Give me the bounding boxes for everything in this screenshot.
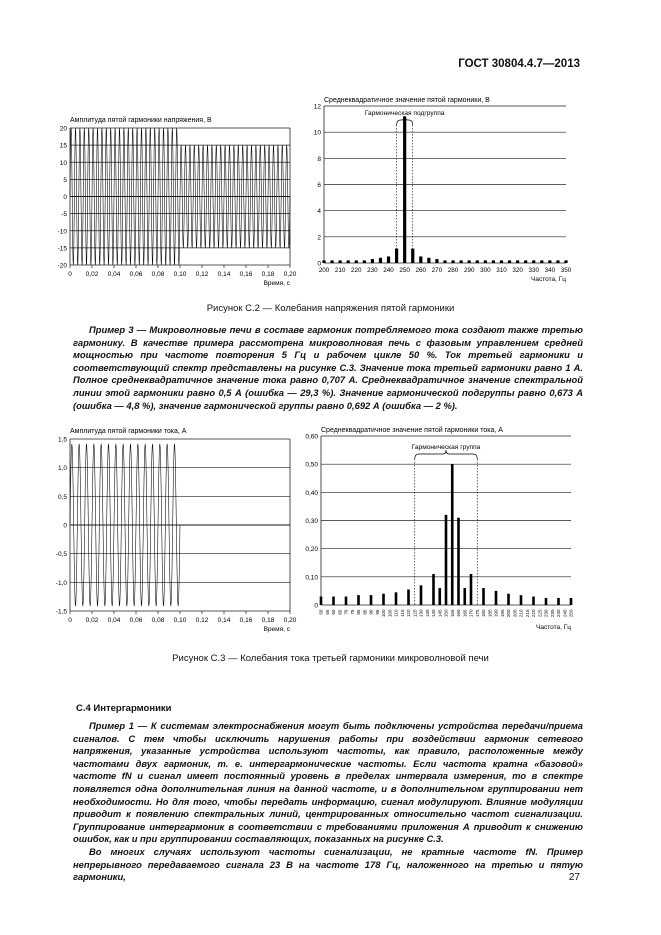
- paragraph-text: Пример 3 — Микроволновые печи в составе гармоник потребляемого тока создают также третью гармонику. В качестве примера рассмотрена микроволновая печь с фазовым управлением средней мощностью при частоте повторения 5 Гц и рабочем цикле 50 %. Ток третьей гармоники и соответствующий спектр представлены на рисунке С.3. Значение тока третьей гармоники равно 1 А. Полное среднеквадратичное значение тока равно 0,707 А. Среднеквадратичное значение спектральной линии этой гармоники равно 0,5 А (ошибка — 29,3 %). Значение гармонической подгруппы равно 0,673 А (ошибка — 4,8 %), значение гармонической группы равно 0,692 А (ошибка — 2 %).: [73, 324, 583, 411]
- x-tick-label: 0,06: [129, 271, 143, 278]
- chart-title: Среднеквадратичное значение пятой гармоники, В: [324, 97, 490, 104]
- x-tick-label: 260: [415, 267, 427, 274]
- y-tick-label: 4: [317, 208, 321, 216]
- spectrum-bar: [508, 260, 511, 263]
- page-number: 27: [568, 872, 580, 883]
- spectrum-bar: [345, 597, 348, 605]
- spectrum-bar: [435, 259, 438, 263]
- spectrum-bar: [357, 595, 360, 605]
- x-tick-label: 70: [343, 609, 349, 615]
- y-tick-label: -20: [57, 262, 67, 270]
- x-tick-label: 115: [399, 609, 405, 617]
- spectrum-bar: [445, 515, 448, 605]
- x-tick-label: 100: [381, 609, 386, 618]
- y-tick-label: 1,5: [57, 436, 67, 444]
- spectrum-bar: [524, 260, 527, 263]
- spectrum-bar: [545, 598, 548, 605]
- c3-left-chart: [30, 425, 300, 640]
- x-tick-label: 270: [431, 267, 443, 274]
- x-tick-label: 230: [543, 609, 549, 618]
- spectrum-bar: [476, 260, 479, 263]
- x-tick-label: 210: [518, 609, 524, 618]
- x-axis-label: Частота, Гц: [531, 276, 566, 283]
- spectrum-bar: [347, 260, 350, 263]
- x-tick-label: 350: [560, 267, 572, 274]
- figure-c2-right: [300, 92, 590, 292]
- figure-c2-left: [30, 110, 300, 295]
- paragraph-interharmonics: [73, 720, 583, 884]
- group-label: Гармоническая подгруппа: [364, 110, 445, 117]
- x-tick-label: 0,10: [173, 271, 187, 278]
- y-tick-label: 0: [314, 602, 318, 610]
- y-tick-label: 0,10: [305, 574, 318, 582]
- section-heading: С.4 Интергармоники: [76, 703, 172, 714]
- x-tick-label: 0,14: [217, 617, 231, 624]
- spectrum-bar: [463, 588, 466, 605]
- spectrum-bar: [403, 116, 406, 263]
- x-tick-label: 290: [463, 267, 475, 274]
- y-tick-label: 1,0: [57, 465, 67, 473]
- x-tick-label: 0,08: [151, 271, 165, 278]
- x-tick-label: 280: [447, 267, 459, 274]
- spectrum-bar: [330, 260, 333, 263]
- spectrum-bar: [468, 260, 471, 263]
- x-tick-label: 310: [496, 267, 507, 274]
- spectrum-bar: [395, 592, 398, 605]
- spectrum-bar: [322, 260, 325, 263]
- spectrum-bar: [339, 260, 342, 263]
- spectrum-bar: [451, 464, 454, 605]
- caption-c2: Рисунок С.2 — Колебания напряжения пятой гармоники: [206, 303, 455, 314]
- x-tick-label: 75: [349, 609, 355, 615]
- y-tick-label: 0,30: [305, 518, 318, 525]
- x-tick-label: 95: [374, 609, 380, 615]
- y-tick-label: 0,5: [57, 493, 67, 501]
- x-tick-label: 145: [437, 609, 443, 618]
- x-tick-label: 150: [443, 609, 449, 618]
- spectrum-bar: [516, 260, 519, 263]
- spectrum-bar: [427, 258, 430, 263]
- spectrum-bar: [379, 258, 382, 263]
- y-tick-label: 20: [59, 125, 67, 133]
- x-tick-label: 0,10: [173, 617, 187, 624]
- x-tick-label: 55: [324, 609, 330, 615]
- c3-right-chart: [295, 422, 595, 647]
- x-tick-label: 165: [462, 609, 468, 618]
- y-tick-label: 10: [59, 159, 67, 167]
- x-tick-label: 65: [337, 609, 343, 615]
- spectrum-bar: [532, 597, 535, 605]
- x-tick-label: 130: [418, 609, 424, 618]
- spectrum-bar: [443, 260, 446, 263]
- chart-title: Амплитуда пятой гармоники напряжения, В: [70, 117, 212, 124]
- spectrum-bar: [387, 256, 390, 263]
- x-tick-label: 0,20: [283, 617, 297, 624]
- group-label: Гармоническая группа: [411, 444, 481, 451]
- x-tick-label: 220: [351, 267, 362, 274]
- x-tick-label: 0,16: [239, 617, 253, 624]
- spectrum-bar: [370, 595, 373, 605]
- y-tick-label: 8: [317, 155, 321, 163]
- x-tick-label: 80: [356, 609, 361, 615]
- x-tick-label: 300: [480, 267, 491, 274]
- spectrum-bar: [371, 259, 374, 263]
- spectrum-bar: [500, 260, 503, 263]
- x-tick-label: 0: [68, 617, 72, 624]
- x-tick-label: 205: [512, 609, 518, 618]
- x-tick-label: 185: [487, 609, 493, 618]
- y-tick-label: 0,50: [305, 461, 318, 469]
- y-tick-label: 2: [317, 234, 321, 242]
- spectrum-bar: [363, 260, 366, 263]
- y-tick-label: -0,5: [55, 551, 67, 559]
- x-tick-label: 0,12: [195, 271, 209, 278]
- x-tick-label: 210: [334, 267, 346, 274]
- spectrum-bar: [420, 585, 423, 605]
- x-tick-label: 50: [318, 609, 324, 615]
- y-tick-label: -1,0: [55, 579, 67, 587]
- spectrum-bar: [556, 260, 559, 263]
- x-tick-label: 240: [383, 267, 394, 274]
- y-tick-label: 0: [317, 260, 321, 268]
- x-tick-label: 200: [318, 267, 330, 274]
- spectrum-bar: [320, 597, 323, 605]
- y-tick-label: 10: [313, 129, 321, 137]
- x-tick-label: 170: [468, 609, 474, 618]
- x-tick-label: 230: [367, 267, 378, 274]
- x-tick-label: 220: [531, 609, 536, 618]
- y-tick-label: 0,20: [305, 546, 318, 554]
- c2-left-chart: [30, 110, 300, 295]
- x-tick-label: 175: [474, 609, 480, 618]
- x-tick-label: 245: [562, 609, 568, 618]
- x-tick-label: 135: [424, 609, 430, 618]
- spectrum-bar: [548, 260, 551, 263]
- y-tick-label: 15: [59, 142, 67, 150]
- paragraph-text: Пример 1 — К системам электроснабжения могут быть подключены устройства передачи/приема сигналов. С тем чтобы исключить нарушения работы при воздействии гармоник сетевого напряжения, указанные устройства используют частоты, как правило, расположенные между частотами двух гармоник, т. е. интергармонические частоты. Если частота кратна «базовой» частоте fN и сигнал имеет постоянный уровень в пределах интервала измерения, то в спектре появляется одна дополнительная линия на данной частоте, и в дополнительном группировании нет необходимости. Но для того, чтобы передать информацию, сигнал модулируют. Влияние модуляции приводит к появлению спектральных линий, центрированных относительно частот сигнализации. Группирование интергармоник в соответствии с требованиями приложения А приводит к снижению ошибок, как и при группировании составляющих, показанных на рисунке С.3.: [73, 720, 583, 845]
- x-tick-label: 0,06: [129, 617, 143, 624]
- x-axis-label: Частота, Гц: [536, 624, 571, 631]
- y-tick-label: -10: [57, 228, 67, 236]
- group-bracket: [415, 450, 478, 459]
- x-tick-label: 225: [537, 609, 543, 618]
- y-tick-label: 0,60: [305, 433, 318, 441]
- x-tick-label: 0,02: [85, 271, 99, 278]
- spectrum-bar: [419, 256, 422, 263]
- paragraph-text: Во многих случаях используют частоты сигнализации, не кратные частоте fN. Пример непрерывного передаваемого сигнала 23 В на частоте 178 Гц, наложенного на третью и пятую гармоники,: [73, 845, 583, 883]
- spectrum-bar: [520, 595, 523, 605]
- spectrum-bar: [564, 260, 567, 263]
- x-tick-label: 60: [331, 609, 336, 615]
- x-tick-label: 105: [387, 609, 393, 618]
- x-tick-label: 0: [68, 271, 72, 278]
- spectrum-bar: [570, 598, 573, 605]
- x-tick-label: 250: [568, 609, 574, 618]
- spectrum-bar: [470, 574, 473, 605]
- x-tick-label: 0,14: [217, 271, 231, 278]
- spectrum-bar: [482, 588, 485, 605]
- caption-c3: Рисунок С.3 — Колебания тока третьей гармоники микроволновой печи: [172, 653, 489, 664]
- x-tick-label: 190: [493, 609, 499, 618]
- x-tick-label: 200: [506, 609, 511, 618]
- x-tick-label: 155: [449, 609, 455, 618]
- standard-header: ГОСТ 30804.4.7—2013: [458, 58, 580, 70]
- spectrum-bar: [407, 590, 410, 605]
- spectrum-bar: [382, 594, 385, 605]
- spectrum-bar: [457, 518, 460, 605]
- x-tick-label: 0,12: [195, 617, 209, 624]
- y-tick-label: 0: [63, 194, 67, 201]
- spectrum-bar: [432, 574, 435, 605]
- x-tick-label: 140: [431, 609, 436, 618]
- x-tick-label: 85: [362, 609, 368, 615]
- x-tick-label: 250: [399, 267, 410, 274]
- x-tick-label: 110: [393, 609, 399, 617]
- spectrum-bar: [540, 260, 543, 263]
- chart-title: Амплитуда пятой гармоники тока, А: [70, 428, 187, 435]
- figure-c3-right: [295, 422, 595, 647]
- x-tick-label: 320: [512, 267, 523, 274]
- spectrum-bar: [557, 598, 560, 605]
- x-tick-label: 0,18: [261, 617, 275, 624]
- y-tick-label: -1,5: [55, 608, 67, 616]
- y-tick-label: 6: [317, 182, 321, 189]
- x-tick-label: 340: [544, 267, 556, 274]
- y-tick-label: 5: [63, 176, 67, 184]
- y-tick-label: 0: [63, 522, 67, 530]
- paragraph-example-3: [73, 324, 583, 412]
- x-tick-label: 0,18: [261, 271, 275, 278]
- x-tick-label: 235: [549, 609, 555, 618]
- spectrum-bar: [484, 260, 487, 263]
- x-tick-label: 125: [412, 609, 418, 618]
- x-tick-label: 90: [368, 609, 374, 615]
- spectrum-bar: [451, 260, 454, 263]
- x-tick-label: 180: [481, 609, 486, 618]
- y-tick-label: 12: [313, 103, 321, 111]
- x-tick-label: 0,04: [107, 617, 121, 624]
- y-tick-label: -5: [61, 211, 67, 219]
- y-tick-label: 0,40: [305, 489, 318, 497]
- x-tick-label: 120: [406, 609, 411, 618]
- x-tick-label: 240: [556, 609, 561, 618]
- chart-title: Среднеквадратичное значение пятой гармоники тока, А: [321, 427, 503, 434]
- spectrum-bar: [355, 260, 358, 263]
- x-tick-label: 0,08: [151, 617, 165, 624]
- x-tick-label: 215: [524, 609, 530, 618]
- x-axis-label: Время, с: [263, 280, 290, 287]
- spectrum-bar: [507, 594, 510, 605]
- spectrum-bar: [460, 260, 463, 263]
- spectrum-bar: [532, 260, 535, 263]
- x-tick-label: 0,16: [239, 271, 253, 278]
- c2-right-chart: [300, 92, 590, 292]
- spectrum-bar: [495, 591, 498, 605]
- spectrum-bar: [332, 597, 335, 605]
- spectrum-bar: [438, 588, 441, 605]
- x-tick-label: 195: [499, 609, 505, 618]
- figure-c3-left: [30, 425, 300, 640]
- x-tick-label: 160: [456, 609, 461, 618]
- x-tick-label: 0,20: [283, 271, 297, 278]
- x-tick-label: 0,04: [107, 271, 121, 278]
- spectrum-bar: [492, 260, 495, 263]
- x-tick-label: 330: [528, 267, 539, 274]
- x-tick-label: 0,02: [85, 617, 99, 624]
- y-tick-label: -15: [57, 245, 67, 253]
- x-axis-label: Время, с: [263, 626, 290, 633]
